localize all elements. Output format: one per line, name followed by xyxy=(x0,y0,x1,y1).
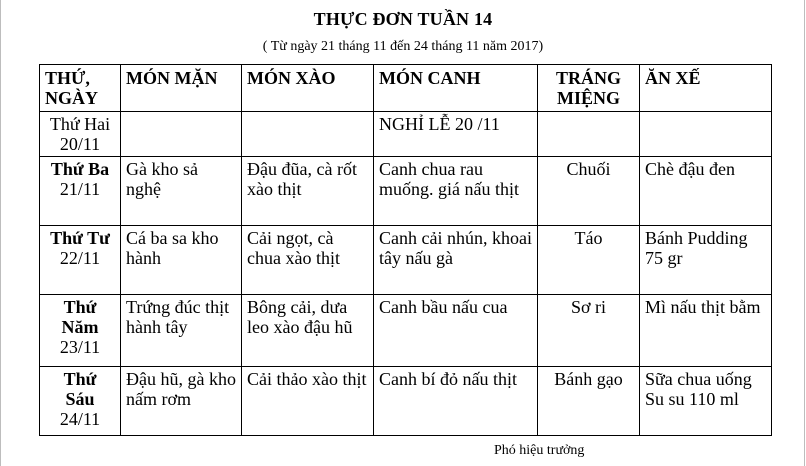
dessert-cell: Chuối xyxy=(538,157,640,226)
day-cell: Thứ Sáu 24/11 xyxy=(40,367,121,436)
main-dish-cell: Cá ba sa kho hành xyxy=(121,226,242,295)
stirfry-cell xyxy=(242,112,374,157)
snack-cell: Sữa chua uống Su su 110 ml xyxy=(640,367,772,436)
header-snack: ĂN XẾ xyxy=(640,65,772,112)
dessert-cell xyxy=(538,112,640,157)
dessert-cell: Sơ ri xyxy=(538,295,640,367)
snack-cell: Bánh Pudding 75 gr xyxy=(640,226,772,295)
day-cell: Thứ Năm 23/11 xyxy=(40,295,121,367)
header-stirfry: MÓN XÀO xyxy=(242,65,374,112)
weekly-menu-table xyxy=(39,64,772,436)
header-dessert: TRÁNG MIỆNG xyxy=(538,65,640,112)
main-dish-cell: Gà kho sả nghệ xyxy=(121,157,242,226)
table-row xyxy=(40,226,772,295)
stirfry-cell: Cải thảo xào thịt xyxy=(242,367,374,436)
snack-cell: Mì nấu thịt bằm xyxy=(640,295,772,367)
stirfry-cell: Cải ngọt, cà chua xào thịt xyxy=(242,226,374,295)
snack-cell: Chè đậu đen xyxy=(640,157,772,226)
table-row xyxy=(40,157,772,226)
soup-cell: Canh cải nhún, khoai tây nấu gà xyxy=(374,226,538,295)
table-row xyxy=(40,112,772,157)
window-edge-left xyxy=(0,0,1,466)
table-row xyxy=(40,295,772,367)
dessert-cell: Bánh gạo xyxy=(538,367,640,436)
signature-label: Phó hiệu trưởng xyxy=(494,443,585,458)
main-dish-cell: Trứng đúc thịt hành tây xyxy=(121,295,242,367)
soup-cell: Canh bầu nấu cua xyxy=(374,295,538,367)
header-soup: MÓN CANH xyxy=(374,65,538,112)
holiday-notice: NGHỈ LỄ 20 /11 xyxy=(374,112,538,157)
soup-cell: Canh bí đỏ nấu thịt xyxy=(374,367,538,436)
page-title: THỰC ĐƠN TUẦN 14 xyxy=(313,9,493,29)
day-cell: Thứ Hai 20/11 xyxy=(40,112,121,157)
header-day: THỨ, NGÀY xyxy=(40,65,121,112)
window-edge-right xyxy=(804,0,805,466)
main-dish-cell xyxy=(121,112,242,157)
snack-cell xyxy=(640,112,772,157)
day-cell: Thứ Tư 22/11 xyxy=(40,226,121,295)
page-subtitle: ( Từ ngày 21 tháng 11 đến 24 tháng 11 năm 2017) xyxy=(262,39,544,54)
dessert-cell: Táo xyxy=(538,226,640,295)
main-dish-cell: Đậu hũ, gà kho nấm rơm xyxy=(121,367,242,436)
stirfry-cell: Bông cải, dưa leo xào đậu hũ xyxy=(242,295,374,367)
soup-cell: Canh chua rau muống. giá nấu thịt xyxy=(374,157,538,226)
table-row xyxy=(40,367,772,436)
stirfry-cell: Đậu đũa, cà rốt xào thịt xyxy=(242,157,374,226)
header-main-dish: MÓN MẶN xyxy=(121,65,242,112)
day-cell: Thứ Ba 21/11 xyxy=(40,157,121,226)
table-header-row xyxy=(40,65,772,112)
